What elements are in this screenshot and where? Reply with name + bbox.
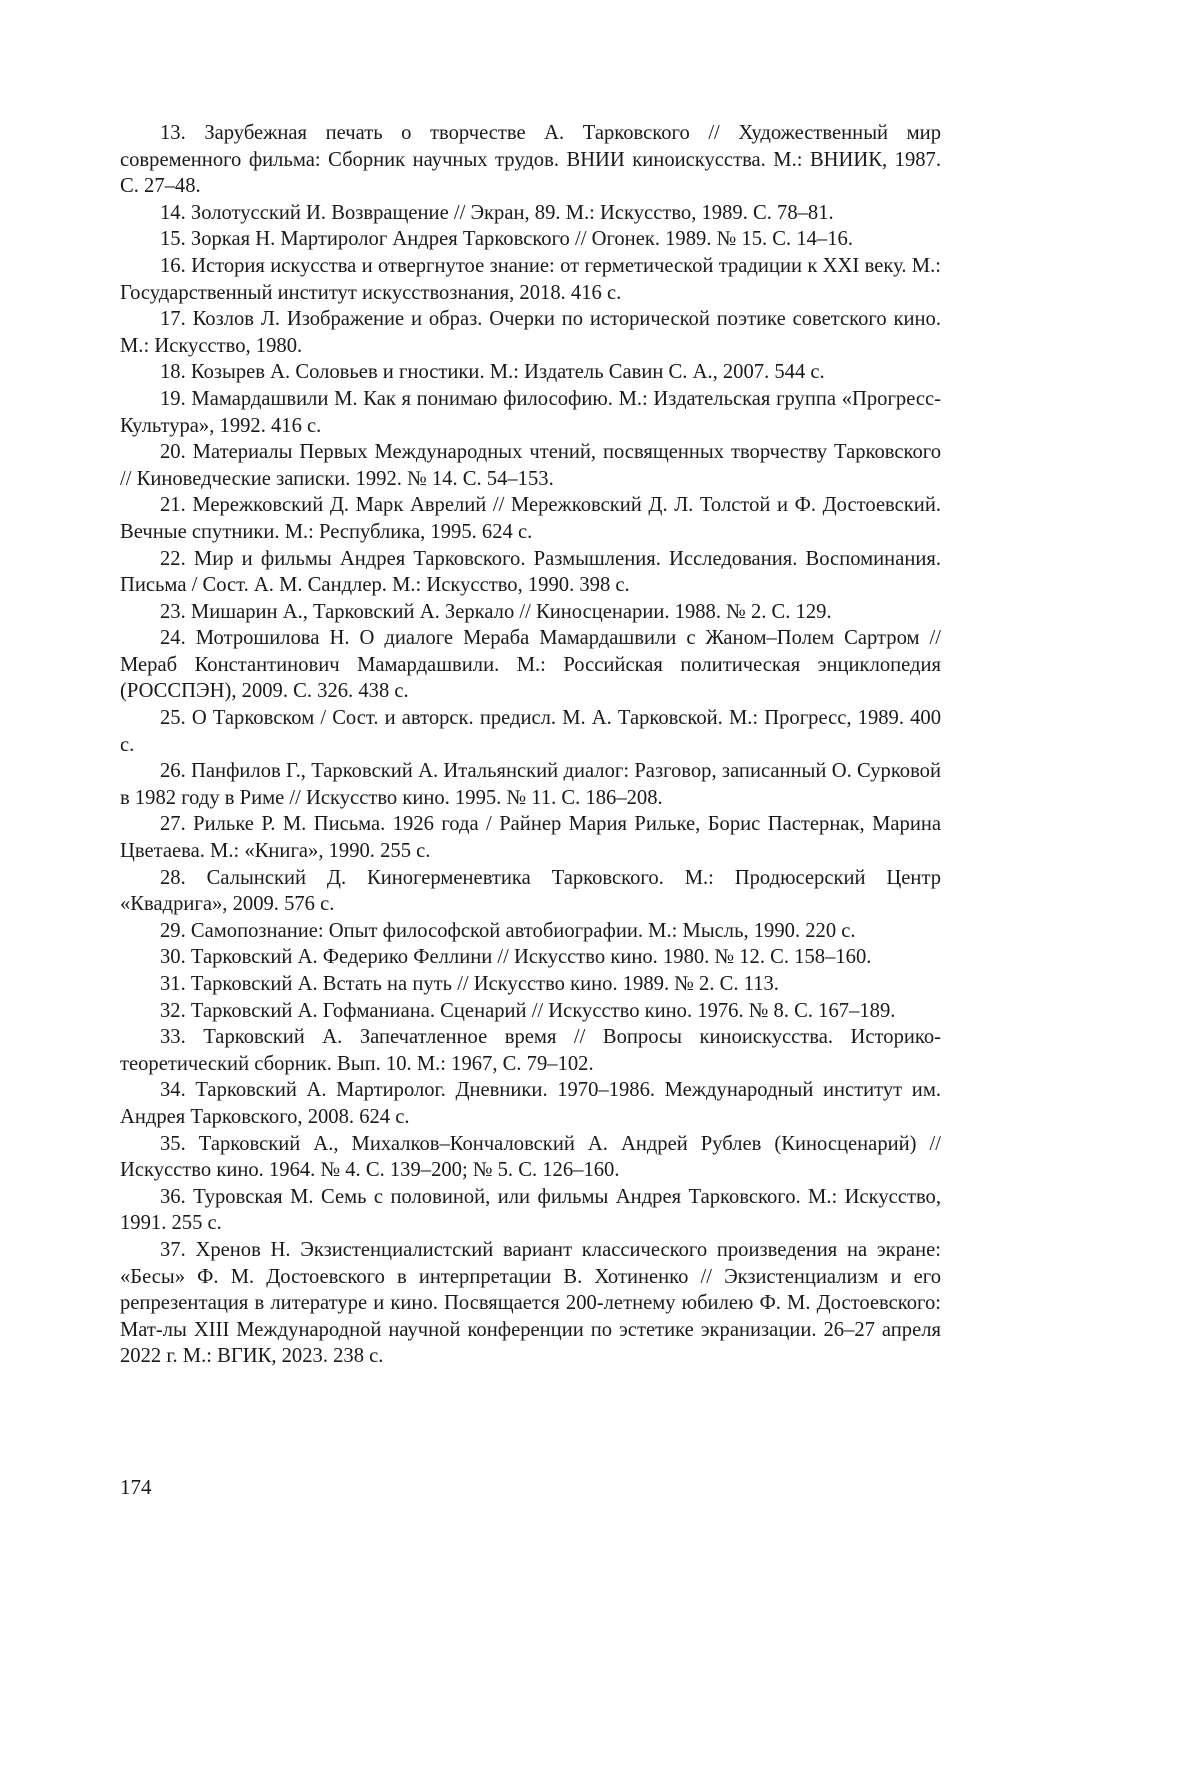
reference-item: 15. Зоркая Н. Мартиролог Андрея Тарковского // Огонек. 1989. № 15. С. 14–16. — [120, 226, 941, 253]
reference-item: 16. История искусства и отвергнутое знание: от герметической традиции к XXI веку. М.: Государственный институт искусствознания, 2018. 416 с. — [120, 253, 941, 306]
reference-item: 30. Тарковский А. Федерико Феллини // Искусство кино. 1980. № 12. С. 158–160. — [120, 944, 941, 971]
reference-item: 36. Туровская М. Семь с половиной, или фильмы Андрея Тарковского. М.: Искусство, 1991. 255 с. — [120, 1184, 941, 1237]
reference-item: 25. О Тарковском / Сост. и авторск. предисл. М. А. Тарковской. М.: Прогресс, 1989. 400 с. — [120, 705, 941, 758]
reference-item: 31. Тарковский А. Встать на путь // Искусство кино. 1989. № 2. С. 113. — [120, 971, 941, 998]
reference-item: 23. Мишарин А., Тарковский А. Зеркало // Киносценарии. 1988. № 2. С. 129. — [120, 599, 941, 626]
reference-item: 24. Мотрошилова Н. О диалоге Мераба Мамардашвили с Жаном–Полем Сартром // Мераб Константинович Мамардашвили. М.: Российская политическая энциклопедия (РОССПЭН), 2009. С. 326. 438 с. — [120, 625, 941, 705]
reference-item: 26. Панфилов Г., Тарковский А. Итальянский диалог: Разговор, записанный О. Сурковой в 1982 году в Риме // Искусство кино. 1995. № 11. С. 186–208. — [120, 758, 941, 811]
reference-item: 35. Тарковский А., Михалков–Кончаловский А. Андрей Рублев (Киносценарий) // Искусство кино. 1964. № 4. С. 139–200; № 5. С. 126–160. — [120, 1131, 941, 1184]
page-number: 174 — [120, 1474, 152, 1500]
reference-item: 22. Мир и фильмы Андрея Тарковского. Размышления. Исследования. Воспоминания. Письма / Сост. А. М. Сандлер. М.: Искусство, 1990. 398 с. — [120, 546, 941, 599]
reference-item: 17. Козлов Л. Изображение и образ. Очерки по исторической поэтике советского кино. М.: Искусство, 1980. — [120, 306, 941, 359]
reference-item: 33. Тарковский А. Запечатленное время // Вопросы киноискусства. Историко-теоретический сборник. Вып. 10. М.: 1967, С. 79–102. — [120, 1024, 941, 1077]
reference-item: 37. Хренов Н. Экзистенциалистский вариант классического произведения на экране: «Бесы» Ф. М. Достоевского в интерпретации В. Хотиненко // Экзистенциализм и его репрезентация в литературе и кино. Посвящается 200-летнему юбилею Ф. М. Достоевского: Мат-лы XIII Международной научной конференции по эстетике экранизации. 26–27 апреля 2022 г. М.: ВГИК, 2023. 238 с. — [120, 1237, 941, 1370]
reference-list — [120, 120, 941, 1370]
reference-item: 19. Мамардашвили М. Как я понимаю философию. М.: Издательская группа «Прогресс-Культура», 1992. 416 с. — [120, 386, 941, 439]
reference-item: 13. Зарубежная печать о творчестве А. Тарковского // Художественный мир современного фильма: Сборник научных трудов. ВНИИ киноискусства. М.: ВНИИК, 1987. С. 27–48. — [120, 120, 941, 200]
reference-item: 18. Козырев А. Соловьев и гностики. М.: Издатель Савин С. А., 2007. 544 с. — [120, 359, 941, 386]
reference-item: 20. Материалы Первых Международных чтений, посвященных творчеству Тарковского // Киноведческие записки. 1992. № 14. С. 54–153. — [120, 439, 941, 492]
reference-item: 32. Тарковский А. Гофманиана. Сценарий // Искусство кино. 1976. № 8. С. 167–189. — [120, 998, 941, 1025]
reference-item: 21. Мережковский Д. Марк Аврелий // Мережковский Д. Л. Толстой и Ф. Достоевский. Вечные спутники. М.: Республика, 1995. 624 с. — [120, 492, 941, 545]
reference-item: 28. Салынский Д. Киногерменевтика Тарковского. М.: Продюсерский Центр «Квадрига», 2009. 576 с. — [120, 865, 941, 918]
reference-item: 29. Самопознание: Опыт философской автобиографии. М.: Мысль, 1990. 220 с. — [120, 918, 941, 945]
reference-item: 27. Рильке Р. М. Письма. 1926 года / Райнер Мария Рильке, Борис Пастернак, Марина Цветаева. М.: «Книга», 1990. 255 с. — [120, 811, 941, 864]
reference-item: 34. Тарковский А. Мартиролог. Дневники. 1970–1986. Международный институт им. Андрея Тарковского, 2008. 624 с. — [120, 1077, 941, 1130]
book-page — [0, 0, 1048, 1536]
reference-item: 14. Золотусский И. Возвращение // Экран, 89. М.: Искусство, 1989. С. 78–81. — [120, 200, 941, 227]
